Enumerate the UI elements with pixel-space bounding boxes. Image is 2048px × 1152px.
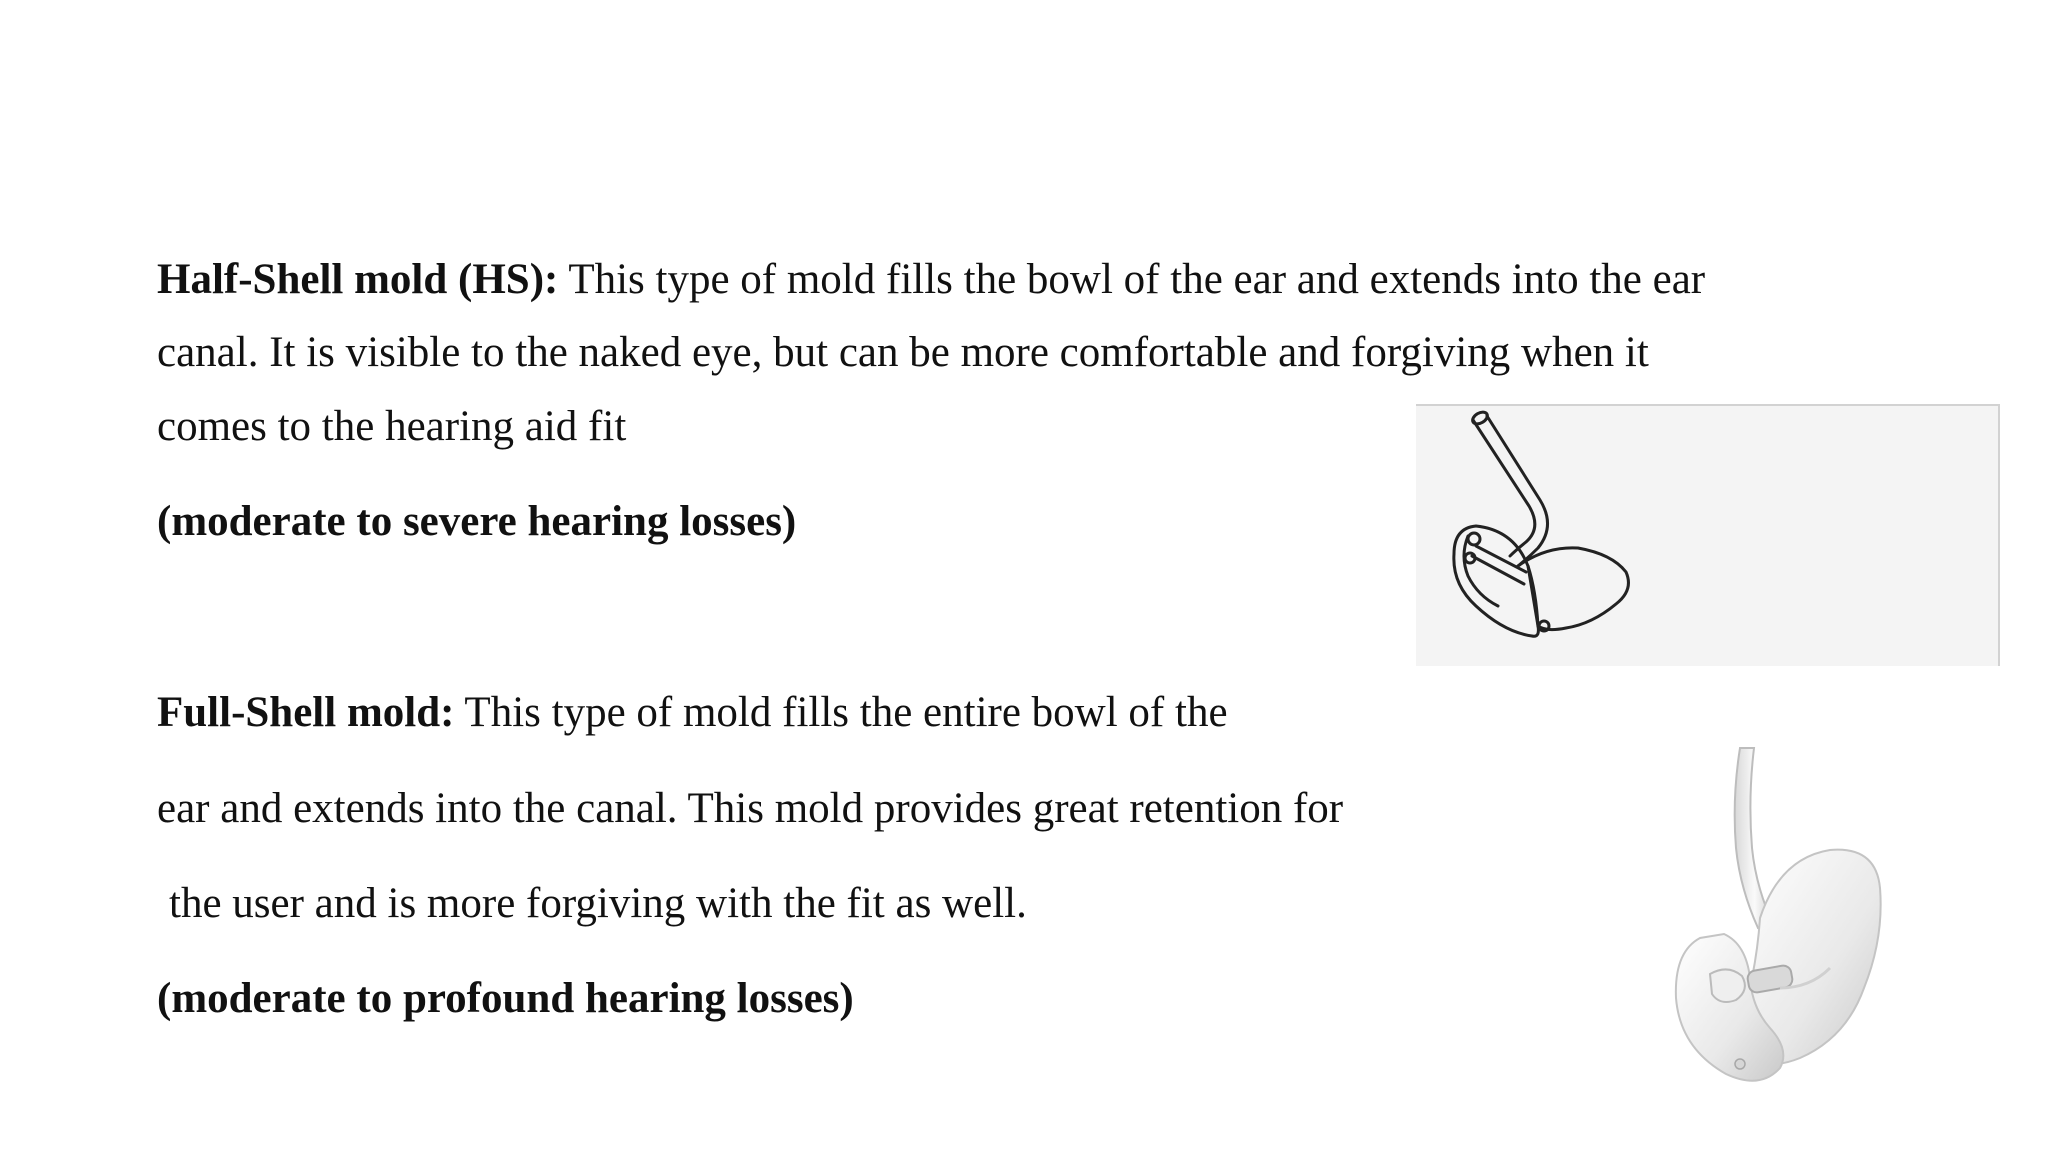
half-shell-heading: Half-Shell mold (HS): [157,256,559,303]
full-shell-heading: Full-Shell mold: [157,689,455,736]
full-shell-text-1: This type of mold fills the entire bowl of the [454,689,1228,736]
full-shell-note: (moderate to profound hearing losses) [157,975,854,1022]
full-shell-line-1 [157,691,1228,734]
half-shell-line-1 [157,258,1705,301]
half-shell-note: (moderate to severe hearing losses) [157,498,797,545]
half-shell-line-2: canal. It is visible to the naked eye, but can be more comfortable and forgiving when it [157,329,1649,376]
full-shell-line-3: the user and is more forgiving with the fit as well. [169,880,1027,927]
full-shell-line-2: ear and extends into the canal. This mold provides great retention for [157,785,1344,832]
full-shell-mold-image [1640,738,1940,1118]
half-shell-text-1: This type of mold fills the bowl of the ear and extends into the ear [558,256,1706,303]
half-shell-mold-image [1416,404,2000,666]
half-shell-line-3: comes to the hearing aid fit [157,403,627,450]
full-shell-mold-drawing [1640,738,1940,1118]
half-shell-mold-drawing [1416,406,1998,666]
